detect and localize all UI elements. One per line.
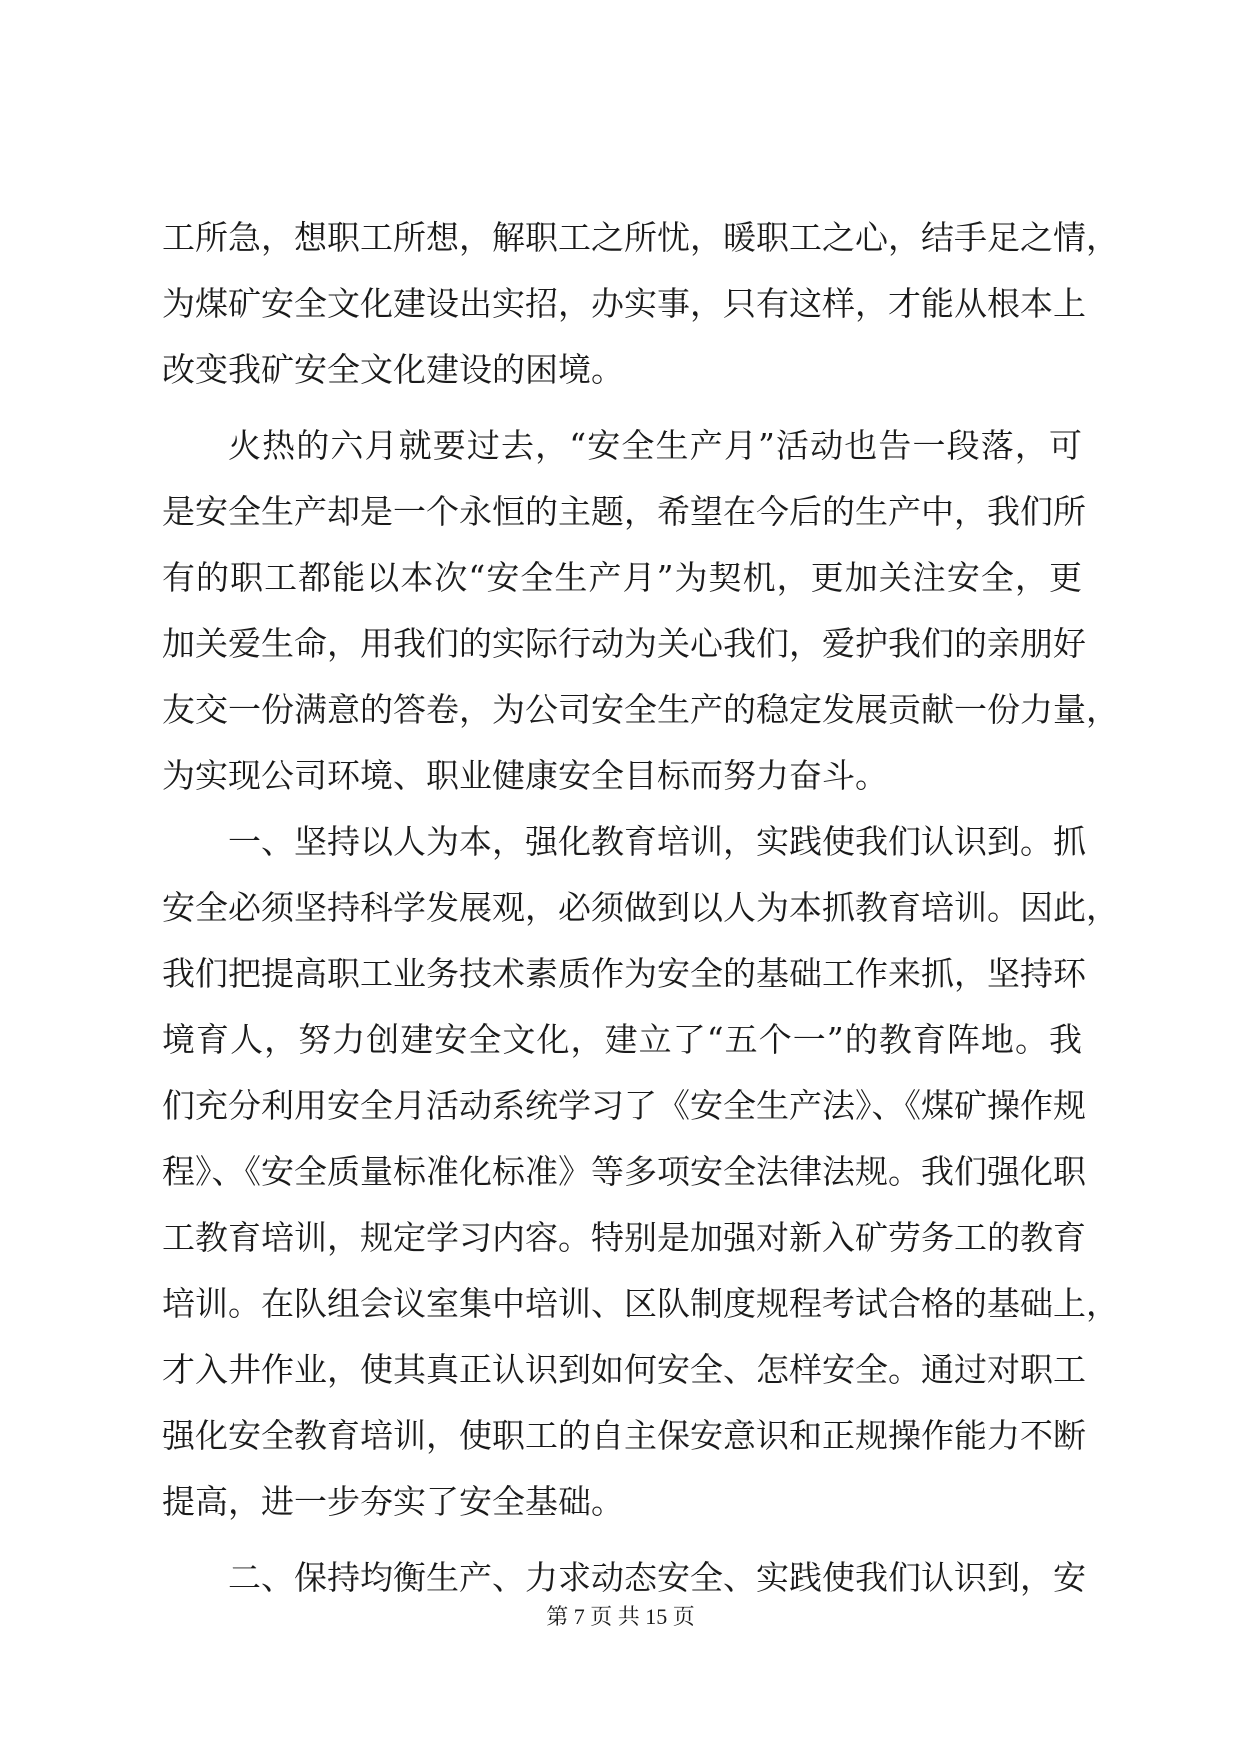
text-line: 提高，进一步夯实了安全基础。 (162, 1482, 624, 1521)
paragraph (162, 413, 1119, 809)
page-number-footer: 第 7 页 共 15 页 (546, 1604, 695, 1629)
text-line: 有的职工都能以本次“安全生产月”为契机，更加关注安全，更 (162, 558, 1082, 597)
text-line: 为实现公司环境、职业健康安全目标而努力奋斗。 (162, 756, 888, 795)
text-line: 友交一份满意的答卷，为公司安全生产的稳定发展贡献一份力量， (162, 690, 1119, 729)
text-line: 我们把提高职工业务技术素质作为安全的基础工作来抓，坚持环 (162, 954, 1086, 993)
paragraph (162, 205, 1119, 403)
text-line: 工教育培训，规定学习内容。特别是加强对新入矿劳务工的教育 (162, 1218, 1086, 1257)
document-body (162, 205, 1119, 1611)
text-line: 工所急，想职工所想，解职工之所忧，暖职工之心，结手足之情， (162, 218, 1119, 257)
text-line: 才入井作业，使其真正认识到如何安全、怎样安全。通过对职工 (162, 1350, 1086, 1389)
text-line: 们充分利用安全月活动系统学习了《安全生产法》、《煤矿操作规 (162, 1086, 1086, 1125)
text-line: 是安全生产却是一个永恒的主题，希望在今后的生产中，我们所 (162, 492, 1086, 531)
text-line: 火热的六月就要过去，“安全生产月”活动也告一段落，可 (228, 426, 1082, 465)
text-line: 程》、《安全质量标准化标准》等多项安全法律法规。我们强化职 (162, 1152, 1086, 1191)
text-line: 安全必须坚持科学发展观，必须做到以人为本抓教育培训。因此， (162, 888, 1119, 927)
text-line: 境育人，努力创建安全文化，建立了“五个一”的教育阵地。我 (162, 1020, 1082, 1059)
text-line: 一、坚持以人为本，强化教育培训，实践使我们认识到。抓 (228, 822, 1086, 861)
text-line: 加关爱生命，用我们的实际行动为关心我们，爱护我们的亲朋好 (162, 624, 1086, 663)
text-line: 培训。在队组会议室集中培训、区队制度规程考试合格的基础上， (162, 1284, 1119, 1323)
text-line: 为煤矿安全文化建设出实招，办实事，只有这样，才能从根本上 (162, 284, 1086, 323)
paragraph (162, 809, 1119, 1535)
text-line: 二、保持均衡生产、力求动态安全、实践使我们认识到，安 (228, 1558, 1086, 1597)
text-line: 强化安全教育培训，使职工的自主保安意识和正规操作能力不断 (162, 1416, 1086, 1455)
text-line: 改变我矿安全文化建设的困境。 (162, 350, 624, 389)
